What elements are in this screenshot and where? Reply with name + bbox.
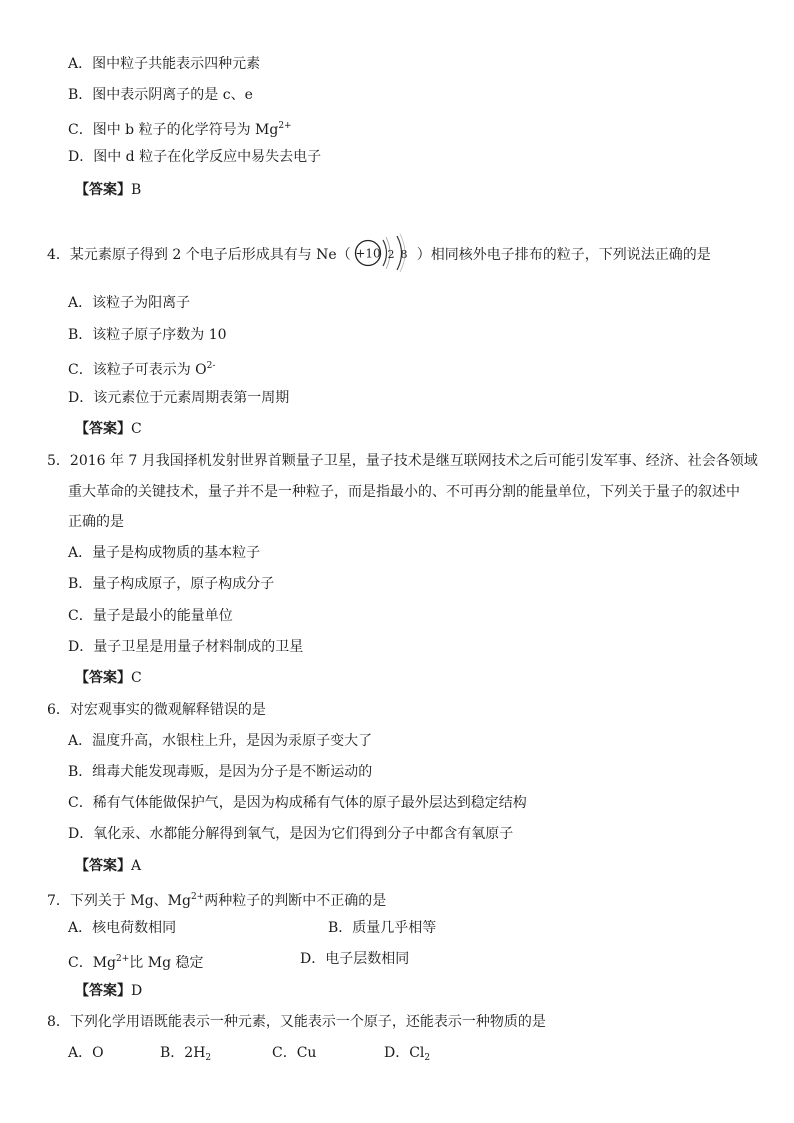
- q7-option-a: A．核电荷数相同: [68, 920, 177, 936]
- q6-option-d: D．氧化汞、水都能分解得到氧气，是因为它们得到分子中都含有氧原子: [68, 826, 514, 842]
- diagram-nucleus-label: +10: [355, 246, 381, 261]
- q7-option-b: B．质量几乎相等: [328, 920, 437, 936]
- q6-answer: [75, 856, 141, 876]
- q4-option-a: A．该粒子为阳离子: [68, 295, 191, 311]
- q8-option-b: [160, 1043, 211, 1068]
- q7-stem-b: 两种粒子的判断中不正确的是: [204, 893, 387, 909]
- q3-answer: [75, 180, 141, 200]
- answer-label: 【答案】: [75, 421, 131, 437]
- q6-stem: 6．对宏观事实的微观解释错误的是: [47, 702, 266, 718]
- q8-option-c: C．Cu: [272, 1045, 317, 1061]
- q6-option-c: C．稀有气体能做保护气，是因为构成稀有气体的原子最外层达到稳定结构: [68, 795, 527, 811]
- q8-stem: 8．下列化学用语既能表示一种元素，又能表示一个原子，还能表示一种物质的是: [47, 1014, 546, 1030]
- neon-atom-structure-diagram: [353, 233, 415, 273]
- q7-option-c-a: C．Mg: [68, 955, 117, 971]
- q7-option-c-b: 比 Mg 稳定: [129, 955, 204, 971]
- q7-stem-charge: 2+: [190, 892, 205, 902]
- q7-option-d: D．电子层数相同: [300, 951, 410, 967]
- q7-option-c-charge: 2+: [116, 954, 130, 964]
- q8-option-d: [384, 1043, 430, 1068]
- q3-option-d: D．图中 d 粒子在化学反应中易失去电子: [68, 149, 322, 165]
- q4-option-c-charge: 2-: [206, 361, 216, 371]
- q5-option-c: C．量子是最小的能量单位: [68, 608, 233, 624]
- q5-option-a: A．量子是构成物质的基本粒子: [68, 545, 261, 561]
- q4-option-c: [68, 356, 215, 380]
- q7-option-c: [68, 949, 204, 973]
- q8-option-d-text: D．Cl: [384, 1045, 425, 1061]
- q8-option-a: A．O: [68, 1045, 104, 1061]
- q5-answer: [75, 668, 142, 688]
- diagram-shell1-label: 2: [387, 248, 395, 261]
- q4-option-c-text: C．该粒子可表示为 O: [68, 362, 207, 378]
- q7-answer: [75, 981, 142, 1001]
- answer-value: C: [131, 670, 142, 686]
- q4-stem: [47, 235, 711, 275]
- diagram-shell2-label: 8: [400, 248, 408, 261]
- answer-label: 【答案】: [75, 858, 131, 874]
- q5-stem-line-3: 正确的是: [68, 514, 124, 530]
- answer-value: B: [131, 182, 142, 198]
- q4-option-d: D．该元素位于元素周期表第一周期: [68, 390, 290, 406]
- q7-stem: [47, 887, 386, 911]
- answer-value: C: [131, 421, 142, 437]
- q4-option-b: B．该粒子原子序数为 10: [68, 327, 227, 343]
- q6-option-a: A．温度升高，水银柱上升，是因为汞原子变大了: [68, 733, 373, 749]
- q8-option-b-subscript: 2: [205, 1053, 212, 1063]
- q4-answer: [75, 419, 142, 439]
- answer-value: A: [131, 858, 142, 874]
- q3-option-c-charge: 2+: [278, 121, 292, 131]
- answer-label: 【答案】: [75, 182, 131, 198]
- q3-option-c-text: C．图中 b 粒子的化学符号为 Mg: [68, 122, 279, 138]
- answer-value: D: [131, 983, 143, 999]
- q3-option-a: A．图中粒子共能表示四种元素: [68, 56, 261, 72]
- q4-stem-before: 4．某元素原子得到 2 个电子后形成具有与 Ne（: [47, 247, 351, 263]
- answer-label: 【答案】: [75, 983, 131, 999]
- q8-option-d-subscript: 2: [424, 1053, 431, 1063]
- q7-stem-a: 7．下列关于 Mg、Mg: [47, 893, 191, 909]
- q3-option-c: [68, 116, 292, 140]
- q5-stem-line-2: 重大革命的关键技术，量子并不是一种粒子，而是指最小的、不可再分割的能量单位，下列关于量子的叙述中: [68, 484, 740, 500]
- q3-option-b: B．图中表示阴离子的是 c、e: [68, 87, 253, 103]
- q6-option-b: B．缉毒犬能发现毒贩，是因为分子是不断运动的: [68, 764, 373, 780]
- q8-option-b-text: B．2H: [160, 1045, 206, 1061]
- q4-stem-after: ）相同核外电子排布的粒子，下列说法正确的是: [416, 247, 711, 263]
- q5-stem-line-1: 5．2016 年 7 月我国择机发射世界首颗量子卫星，量子技术是继互联网技术之后可能引发军事、经济、社会各领域: [47, 453, 758, 469]
- q5-option-b: B．量子构成原子，原子构成分子: [68, 576, 275, 592]
- answer-label: 【答案】: [75, 670, 131, 686]
- q5-option-d: D．量子卫星是用量子材料制成的卫星: [68, 639, 304, 655]
